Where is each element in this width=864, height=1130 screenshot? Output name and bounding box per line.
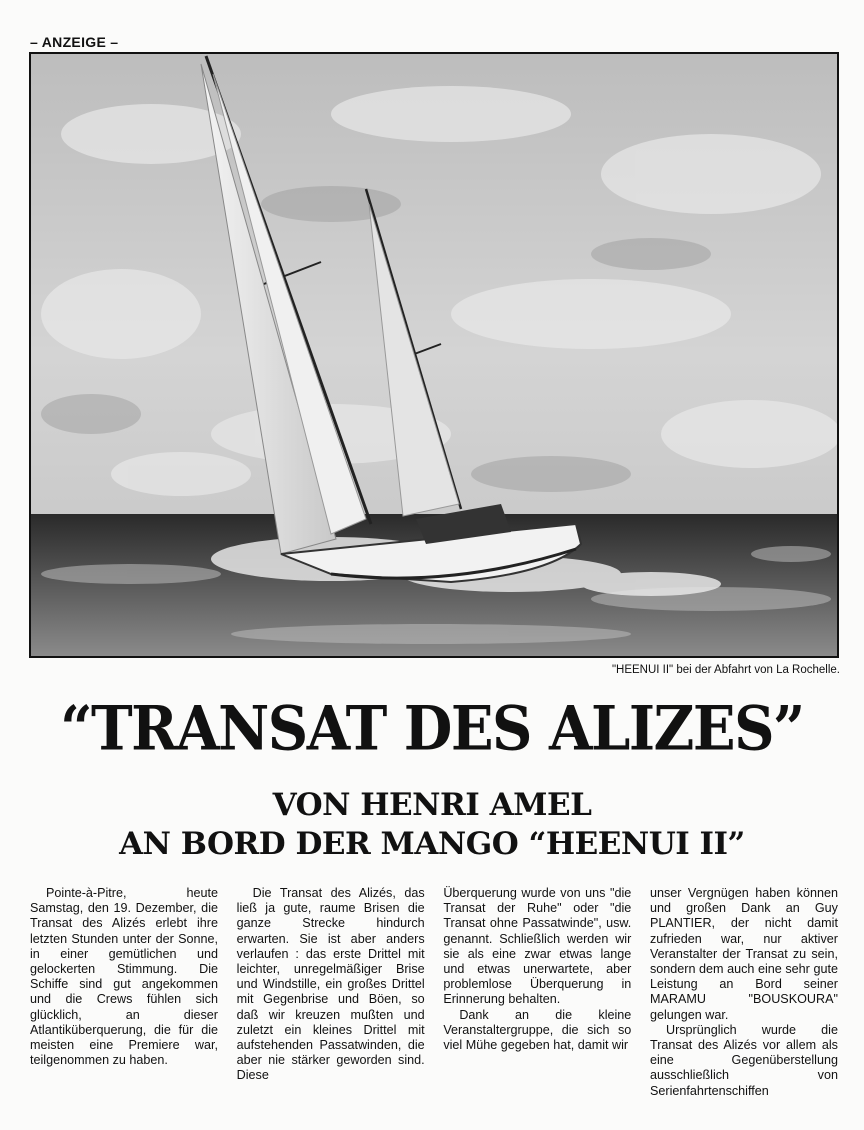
subhead-line-1: VON HENRI AMEL <box>272 787 592 823</box>
photo-caption: "HEENUI II" bei der Abfahrt von La Rochelle. <box>611 664 840 676</box>
column-1 <box>30 886 218 1076</box>
sailboat-illustration <box>31 54 837 656</box>
headline: “TRANSAT DES ALIZES” <box>60 693 804 765</box>
paragraph: Ursprünglich wurde die Transat des Alizés vor allem als eine Gegenüberstellung ausschließlich von Serienfahrtenschiffen <box>649 1022 838 1098</box>
column-3 <box>443 886 631 1076</box>
paragraph: Die Transat des Alizés, das ließ ja gute, raume Brisen die ganze Strecke hindurch erwarten. Sie ist aber anders verlaufen : das erste Drittel mit leichter, unregelmäßiger Brise und Windstille, ein großes Drittel mit Gegenbrise und Böen, so daß wir kreuzen mußten und zuletzt ein kleines Drittel mit aufstehenden Passatwinden, die aber nie stärker geworden sind. Diese <box>236 886 425 1083</box>
sailboat-photo <box>29 52 839 658</box>
advertisement-label: – ANZEIGE – <box>30 34 119 50</box>
paragraph: Überquerung wurde von uns "die Transat der Ruhe" oder "die Transat ohne Passatwinde", usw. genannt. Schließlich werden wir sie als eine zwar etwas lange und etwas unerwartete, aber problemlose Überquerung in Erinnerung behalten. <box>443 886 632 1007</box>
column-4 <box>649 886 838 1098</box>
column-2 <box>236 886 425 1083</box>
subheadline <box>0 786 864 864</box>
subhead-line-2: AN BORD DER MANGO “HEENUI II” <box>119 826 745 862</box>
paragraph: Dank an die kleine Veranstaltergruppe, die sich so viel Mühe gegeben hat, damit wir <box>443 1007 632 1053</box>
paragraph: Pointe-à-Pitre, heute Samstag, den 19. Dezember, die Transat des Alizés erlebt ihre letzten Stunden unter der Sonne, in einer gemütlichen und gelockerten Stimmung. Die Schiffe sind gut angekommen und die Crews fühlen sich glücklich, an dieser Atlantiküberquerung, die für die meisten eine Premiere war, teilgenommen zu haben. <box>30 886 218 1068</box>
article-columns <box>30 886 838 1098</box>
paragraph: unser Vergnügen haben können und großen Dank an Guy PLANTIER, der nicht damit zufrieden war, nur aktiver Veranstalter der Transat zu sein, sondern dem auch eine sehr gute Leistung an Bord seiner MARAMU "BOUSKOURA" gelungen war. <box>649 886 838 1022</box>
